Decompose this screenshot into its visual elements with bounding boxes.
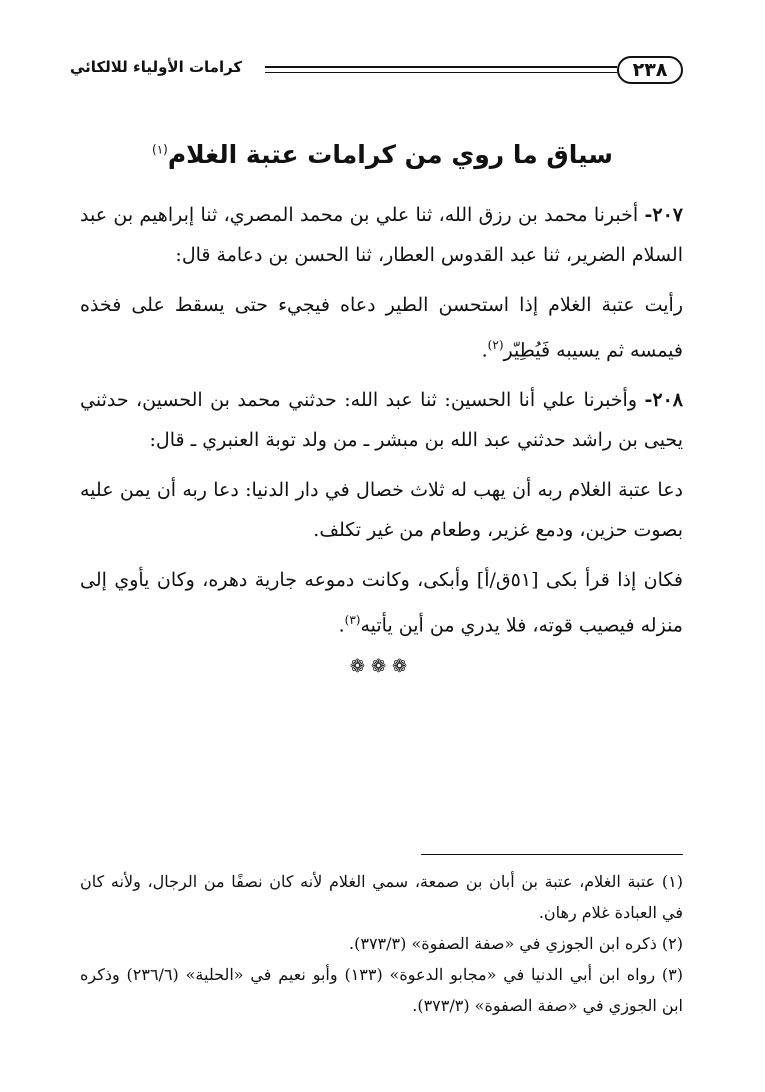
chapter-title: سياق ما روي من كرامات عتبة الغلام: [167, 140, 613, 169]
footnote-ref: (٣): [344, 613, 361, 628]
narration-paragraph: [80, 470, 683, 550]
hadith-isnad: أخبرنا محمد بن رزق الله، ثنا علي بن محمد المصري، ثنا إبراهيم بن عبد السلام الضرير، ثنا عبد القدوس العطار، ثنا الحسن بن دعامة قال:: [80, 204, 683, 266]
narration-text: رأيت عتبة الغلام إذا استحسن الطير دعاه فيجيء حتى يسقط على فخذه فيمسه ثم يسيبه فَيُطِيّر: [80, 294, 683, 362]
narration-end: .: [481, 339, 488, 362]
section-ornament-icon: ❁❁❁: [349, 655, 414, 677]
footnote-ref: (٢): [487, 338, 504, 352]
footnote-item: (١) عتبة الغلام، عتبة بن أبان بن صمعة، سمي الغلام لأنه كان نصفًا من الرجال، ولأنه كان في العبادة غلام رهان.: [80, 872, 683, 922]
page-number: ٢٣٨: [617, 56, 683, 84]
narration-text: دعا عتبة الغلام ربه أن يهب له ثلاث خصال في دار الدنيا: دعا ربه أن يمن عليه بصوت حزين، ودمع غزير، وطعام من غير تكلف.: [80, 479, 683, 542]
chapter-footnote-ref: (١): [152, 142, 168, 157]
narration-paragraph: [80, 560, 683, 645]
running-header: [70, 52, 683, 92]
book-title: كرامات الأولياء للالكائي: [70, 58, 243, 76]
footnotes: [80, 866, 683, 1021]
footnote-separator: [421, 854, 683, 855]
chapter-heading: [82, 140, 683, 169]
hadith-isnad: وأخبرنا علي أنا الحسين: ثنا عبد الله: حدثني محمد بن الحسين، حدثني يحيى بن راشد حدثني عبد الله بن مبشر ـ من ولد توبة العنبري ـ قال:: [80, 389, 683, 452]
footnote-item: (٣) رواه ابن أبي الدنيا في «مجابو الدعوة» (١٣٣) وأبو نعيم في «الحلية» (٢٣٦/٦) وذكره ابن الجوزي في «صفة الصفوة» (٣٧٣/٣).: [80, 965, 683, 1015]
narration-text: فكان إذا قرأ بكى [٥١ق/أ] وأبكى، وكانت دموعه جارية دهره، وكان يأوي إلى منزله فيصيب قوته، فلا يدري من أين يأتيه: [80, 569, 683, 637]
hadith-number: ٢٠٨-: [644, 389, 683, 412]
main-text: [80, 195, 683, 677]
narration-end: .: [338, 614, 345, 637]
hadith-207: [80, 195, 683, 275]
hadith-208: [80, 380, 683, 460]
narration-paragraph: [80, 285, 683, 370]
footnote-item: (٢) ذكره ابن الجوزي في «صفة الصفوة» (٣٧٣/٣).: [349, 934, 683, 953]
hadith-number: ٢٠٧-: [644, 204, 683, 226]
header-rule: [265, 66, 617, 73]
